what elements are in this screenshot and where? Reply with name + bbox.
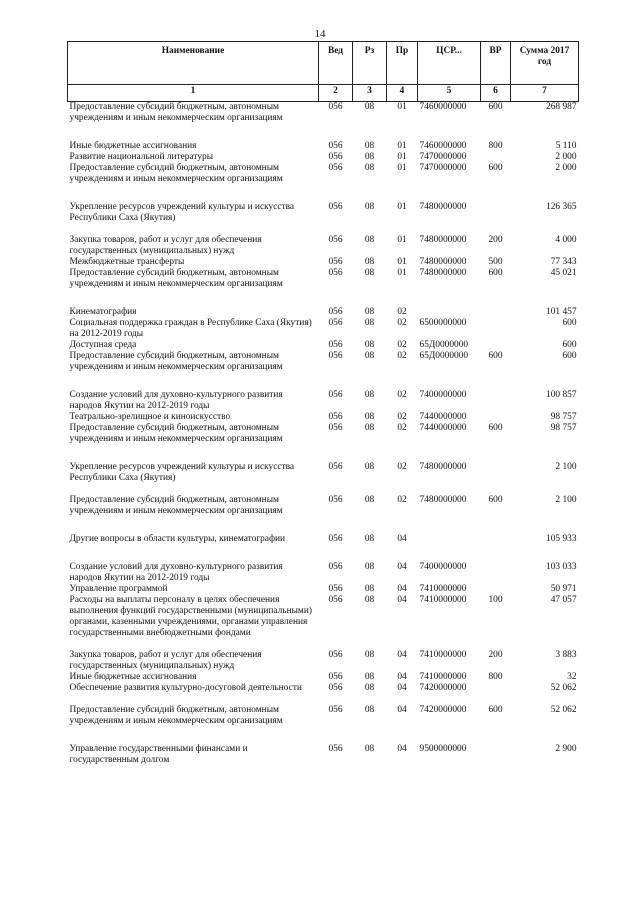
row-vr: 200 bbox=[488, 235, 503, 245]
row-csr: 7470000000 bbox=[419, 152, 467, 162]
table-row bbox=[68, 307, 579, 318]
table-row bbox=[68, 423, 579, 462]
row-ved: 056 bbox=[328, 163, 343, 173]
row-ved: 056 bbox=[328, 318, 343, 328]
row-sum: 2 100 bbox=[555, 462, 577, 472]
row-ved: 056 bbox=[328, 705, 343, 715]
row-pr: 04 bbox=[397, 672, 407, 682]
row-ved: 056 bbox=[328, 495, 343, 505]
row-pr: 01 bbox=[397, 268, 407, 278]
row-ved: 056 bbox=[328, 584, 343, 594]
row-rz: 08 bbox=[364, 318, 375, 328]
row-name: Театрально-зрелищное и киноискусство bbox=[69, 412, 231, 422]
row-sum: 32 bbox=[567, 672, 577, 682]
row-rz: 08 bbox=[364, 102, 375, 112]
column-number: 3 bbox=[353, 85, 387, 102]
row-vr: 600 bbox=[488, 495, 503, 505]
row-ved: 056 bbox=[328, 423, 343, 433]
row-sum: 126 365 bbox=[546, 202, 577, 212]
column-number: 4 bbox=[387, 85, 418, 102]
table-row bbox=[68, 705, 579, 744]
header-vr: ВР bbox=[481, 42, 511, 85]
row-name: Закупка товаров, работ и услуг для обеспечения государственных (муниципальных) нужд bbox=[69, 235, 262, 256]
row-csr: 7480000000 bbox=[419, 202, 467, 212]
row-vr: 800 bbox=[488, 672, 503, 682]
row-sum: 101 457 bbox=[546, 307, 577, 317]
row-pr: 04 bbox=[397, 595, 407, 605]
row-sum: 600 bbox=[562, 351, 577, 361]
row-pr: 04 bbox=[397, 683, 407, 693]
row-rz: 08 bbox=[364, 495, 375, 505]
row-vr: 600 bbox=[488, 163, 503, 173]
row-name: Иные бюджетные ассигнования bbox=[69, 672, 197, 682]
header-name: Наименование bbox=[68, 42, 319, 85]
row-ved: 056 bbox=[328, 351, 343, 361]
table-row bbox=[68, 672, 579, 683]
header-csr: ЦСР... bbox=[418, 42, 481, 85]
row-sum: 2 900 bbox=[555, 744, 577, 754]
row-vr: 500 bbox=[488, 257, 503, 267]
row-pr: 01 bbox=[397, 163, 407, 173]
row-ved: 056 bbox=[328, 390, 343, 400]
row-csr: 7460000000 bbox=[419, 102, 467, 112]
row-rz: 08 bbox=[364, 152, 375, 162]
row-rz: 08 bbox=[364, 462, 375, 472]
row-vr bbox=[481, 562, 511, 584]
row-rz: 08 bbox=[364, 584, 375, 594]
row-csr: 7410000000 bbox=[419, 595, 467, 605]
row-ved: 056 bbox=[328, 257, 343, 267]
row-csr: 7480000000 bbox=[419, 268, 467, 278]
row-pr: 01 bbox=[397, 152, 407, 162]
row-ved: 056 bbox=[328, 534, 343, 544]
row-sum: 52 062 bbox=[550, 683, 577, 693]
row-csr: 65Д0000000 bbox=[419, 340, 469, 350]
row-rz: 08 bbox=[364, 650, 375, 660]
row-ved: 056 bbox=[328, 202, 343, 212]
table-row bbox=[68, 595, 579, 650]
row-rz: 08 bbox=[364, 412, 375, 422]
row-sum: 3 883 bbox=[555, 650, 577, 660]
row-name: Предоставление субсидий бюджетным, автономным учреждениям и иным некоммерческим организациям bbox=[69, 495, 283, 516]
row-pr: 01 bbox=[397, 102, 407, 112]
row-vr: 600 bbox=[488, 268, 503, 278]
row-ved: 056 bbox=[328, 650, 343, 660]
row-csr: 65Д0000000 bbox=[419, 351, 469, 361]
row-sum: 2 000 bbox=[555, 163, 577, 173]
row-name: Закупка товаров, работ и услуг для обеспечения государственных (муниципальных) нужд bbox=[69, 650, 262, 671]
row-vr bbox=[481, 340, 511, 351]
row-pr: 01 bbox=[397, 235, 407, 245]
row-pr: 04 bbox=[397, 584, 407, 594]
row-vr bbox=[481, 412, 511, 423]
row-sum: 98 757 bbox=[550, 412, 577, 422]
row-vr: 200 bbox=[488, 650, 503, 660]
row-ved: 056 bbox=[328, 141, 343, 151]
table-row bbox=[68, 744, 579, 766]
row-csr: 7480000000 bbox=[419, 257, 467, 267]
row-csr: 7480000000 bbox=[419, 462, 467, 472]
row-rz: 08 bbox=[364, 423, 375, 433]
row-vr bbox=[481, 462, 511, 495]
row-rz: 08 bbox=[364, 744, 375, 754]
row-name: Межбюджетные трансферты bbox=[69, 257, 185, 267]
row-name: Обеспечение развития культурно-досуговой деятельности bbox=[69, 683, 302, 693]
row-sum: 105 933 bbox=[546, 534, 577, 544]
row-csr: 7460000000 bbox=[419, 141, 467, 151]
row-vr: 600 bbox=[488, 351, 503, 361]
table-row bbox=[68, 412, 579, 423]
table-row bbox=[68, 102, 579, 142]
row-sum: 100 857 bbox=[546, 390, 577, 400]
row-ved: 056 bbox=[328, 235, 343, 245]
row-name: Управление государственными финансами и государственным долгом bbox=[69, 744, 248, 765]
table-row bbox=[68, 257, 579, 268]
table-row bbox=[68, 318, 579, 340]
header-pr: Пр bbox=[387, 42, 418, 85]
row-csr: 7440000000 bbox=[419, 412, 467, 422]
row-rz: 08 bbox=[364, 390, 375, 400]
row-sum: 600 bbox=[562, 318, 577, 328]
row-name: Расходы на выплаты персоналу в целях обеспечения выполнения функций государственными (муниципальными) органами, казенными учреждениями, органами управления государственными внебюджетными фондами bbox=[69, 595, 312, 638]
row-vr bbox=[481, 683, 511, 705]
row-vr: 100 bbox=[488, 595, 503, 605]
row-vr: 800 bbox=[488, 141, 503, 151]
row-vr: 600 bbox=[488, 705, 503, 715]
row-pr: 01 bbox=[397, 202, 407, 212]
row-pr: 04 bbox=[397, 705, 407, 715]
table-row bbox=[68, 495, 579, 534]
row-pr: 02 bbox=[397, 412, 407, 422]
column-number: 1 bbox=[68, 85, 319, 102]
table-row bbox=[68, 163, 579, 202]
row-sum: 77 343 bbox=[550, 257, 577, 267]
table-body bbox=[68, 102, 579, 767]
row-name: Укрепление ресурсов учреждений культуры и искусства Республики Саха (Якутия) bbox=[69, 202, 295, 223]
row-pr: 04 bbox=[397, 562, 407, 572]
row-ved: 056 bbox=[328, 102, 343, 112]
row-name: Кинематография bbox=[69, 307, 137, 317]
table-row bbox=[68, 584, 579, 595]
row-csr: 7480000000 bbox=[419, 495, 467, 505]
row-sum: 2 000 bbox=[555, 152, 577, 162]
row-csr: 7410000000 bbox=[419, 584, 467, 594]
row-ved: 056 bbox=[328, 595, 343, 605]
row-csr: 7480000000 bbox=[419, 235, 467, 245]
column-number: 7 bbox=[511, 85, 579, 102]
row-csr: 6500000000 bbox=[419, 318, 467, 328]
row-sum: 103 033 bbox=[546, 562, 577, 572]
row-sum: 52 062 bbox=[550, 705, 577, 715]
header-ved: Вед bbox=[319, 42, 353, 85]
table-row bbox=[68, 235, 579, 257]
row-ved: 056 bbox=[328, 562, 343, 572]
row-rz: 08 bbox=[364, 268, 375, 278]
row-ved: 056 bbox=[328, 307, 343, 317]
row-name: Доступная среда bbox=[69, 340, 137, 350]
row-name: Другие вопросы в области культуры, кинематографии bbox=[69, 534, 286, 544]
row-pr: 04 bbox=[397, 744, 407, 754]
row-rz: 08 bbox=[364, 672, 375, 682]
row-pr: 02 bbox=[397, 495, 407, 505]
row-pr: 01 bbox=[397, 257, 407, 267]
row-name: Создание условий для духовно-культурного развития народов Якутии на 2012-2019 годы bbox=[69, 390, 283, 411]
table-row bbox=[68, 351, 579, 390]
row-sum: 600 bbox=[562, 340, 577, 350]
table-row bbox=[68, 152, 579, 163]
row-name: Социальная поддержка граждан в Республике Саха (Якутия) на 2012-2019 годы bbox=[69, 318, 312, 339]
row-ved: 056 bbox=[328, 152, 343, 162]
row-rz: 08 bbox=[364, 705, 375, 715]
row-pr: 04 bbox=[397, 534, 407, 544]
row-csr: 7400000000 bbox=[419, 390, 467, 400]
row-sum: 5 110 bbox=[555, 141, 577, 151]
row-rz: 08 bbox=[364, 141, 375, 151]
row-name: Предоставление субсидий бюджетным, автономным учреждениям и иным некоммерческим организациям bbox=[69, 102, 283, 123]
table-row bbox=[68, 340, 579, 351]
row-pr: 01 bbox=[397, 141, 407, 151]
table-row bbox=[68, 683, 579, 705]
header-row bbox=[68, 42, 579, 85]
column-number: 5 bbox=[418, 85, 481, 102]
row-name: Предоставление субсидий бюджетным, автономным учреждениям и иным некоммерческим организациям bbox=[69, 163, 283, 184]
row-vr bbox=[481, 318, 511, 340]
table-row bbox=[68, 141, 579, 152]
row-pr: 02 bbox=[397, 340, 407, 350]
header-sum: Сумма 2017 год bbox=[511, 42, 579, 85]
row-pr: 02 bbox=[397, 318, 407, 328]
row-csr: 7410000000 bbox=[419, 672, 467, 682]
row-name: Создание условий для духовно-культурного развития народов Якутии на 2012-2019 годы bbox=[69, 562, 283, 583]
table-row bbox=[68, 462, 579, 495]
row-sum: 268 987 bbox=[546, 102, 577, 112]
row-rz: 08 bbox=[364, 534, 375, 544]
row-csr bbox=[418, 307, 481, 318]
column-number: 2 bbox=[319, 85, 353, 102]
row-csr: 7440000000 bbox=[419, 423, 467, 433]
row-pr: 02 bbox=[397, 307, 407, 317]
row-rz: 08 bbox=[364, 562, 375, 572]
table-row bbox=[68, 562, 579, 584]
row-name: Предоставление субсидий бюджетным, автономным учреждениям и иным некоммерческим организациям bbox=[69, 351, 283, 372]
row-csr: 7420000000 bbox=[419, 683, 467, 693]
row-vr bbox=[481, 390, 511, 412]
row-name: Иные бюджетные ассигнования bbox=[69, 141, 197, 151]
row-vr bbox=[481, 152, 511, 163]
row-ved: 056 bbox=[328, 268, 343, 278]
row-ved: 056 bbox=[328, 340, 343, 350]
row-vr bbox=[481, 202, 511, 235]
row-rz: 08 bbox=[364, 307, 375, 317]
row-ved: 056 bbox=[328, 683, 343, 693]
header-rz: Рз bbox=[353, 42, 387, 85]
table-row bbox=[68, 202, 579, 235]
row-vr: 600 bbox=[488, 102, 503, 112]
row-rz: 08 bbox=[364, 202, 375, 212]
row-vr bbox=[481, 307, 511, 318]
row-ved: 056 bbox=[328, 412, 343, 422]
row-vr bbox=[481, 534, 511, 562]
row-csr: 7400000000 bbox=[419, 562, 467, 572]
column-number-row bbox=[68, 85, 579, 102]
row-sum: 45 021 bbox=[550, 268, 577, 278]
table-row bbox=[68, 268, 579, 307]
row-pr: 04 bbox=[397, 650, 407, 660]
row-ved: 056 bbox=[328, 462, 343, 472]
row-ved: 056 bbox=[328, 672, 343, 682]
row-name: Укрепление ресурсов учреждений культуры и искусства Республики Саха (Якутия) bbox=[69, 462, 295, 483]
row-pr: 02 bbox=[397, 423, 407, 433]
row-rz: 08 bbox=[364, 340, 375, 350]
row-csr: 7420000000 bbox=[419, 705, 467, 715]
row-name: Предоставление субсидий бюджетным, автономным учреждениям и иным некоммерческим организациям bbox=[69, 268, 283, 289]
row-csr: 7470000000 bbox=[419, 163, 467, 173]
table-row bbox=[68, 650, 579, 672]
row-name: Развитие национальной литературы bbox=[69, 152, 214, 162]
row-rz: 08 bbox=[364, 351, 375, 361]
row-sum: 47 057 bbox=[550, 595, 577, 605]
row-vr bbox=[481, 744, 511, 766]
column-number: 6 bbox=[481, 85, 511, 102]
row-pr: 02 bbox=[397, 390, 407, 400]
row-rz: 08 bbox=[364, 163, 375, 173]
row-vr bbox=[481, 584, 511, 595]
row-csr bbox=[418, 534, 481, 562]
row-rz: 08 bbox=[364, 235, 375, 245]
table-row bbox=[68, 534, 579, 562]
row-rz: 08 bbox=[364, 683, 375, 693]
row-rz: 08 bbox=[364, 595, 375, 605]
row-name: Предоставление субсидий бюджетным, автономным учреждениям и иным некоммерческим организациям bbox=[69, 423, 283, 444]
row-rz: 08 bbox=[364, 257, 375, 267]
row-pr: 02 bbox=[397, 351, 407, 361]
row-sum: 98 757 bbox=[550, 423, 577, 433]
row-sum: 2 100 bbox=[555, 495, 577, 505]
page-number: 14 bbox=[314, 28, 326, 40]
row-vr: 600 bbox=[488, 423, 503, 433]
row-csr: 7410000000 bbox=[419, 650, 467, 660]
row-pr: 02 bbox=[397, 462, 407, 472]
budget-table bbox=[67, 41, 579, 766]
table-row bbox=[68, 390, 579, 412]
row-sum: 50 971 bbox=[550, 584, 577, 594]
row-name: Управление программой bbox=[69, 584, 168, 594]
row-name: Предоставление субсидий бюджетным, автономным учреждениям и иным некоммерческим организациям bbox=[69, 705, 283, 726]
row-sum: 4 000 bbox=[555, 235, 577, 245]
row-csr: 9500000000 bbox=[419, 744, 467, 754]
row-ved: 056 bbox=[328, 744, 343, 754]
